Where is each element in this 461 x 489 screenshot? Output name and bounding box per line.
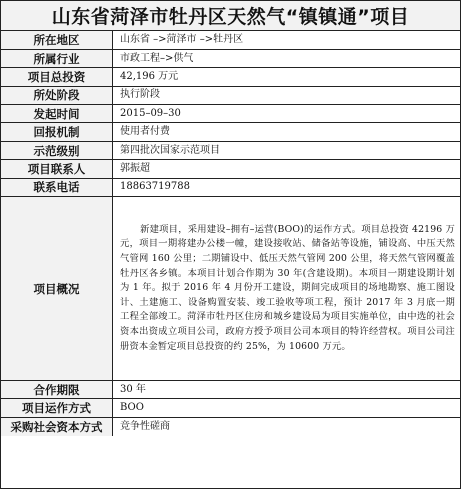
row-value-operation-mode: BOO bbox=[113, 399, 461, 417]
table-row bbox=[1, 141, 460, 159]
table-row bbox=[1, 31, 460, 49]
row-value-return-mechanism: 使用者付费 bbox=[113, 123, 461, 141]
row-value-overview: 新建项目，采用建设–拥有–运营(BOO)的运作方式。项目总投资 42196 万元，项目一期将建办公楼一幢，建设接收站、储备站等设施，铺设高、中压天然气管网 160 公里；二期铺设中、低压天然气管网 200 公里，将天然气管网覆盖牡丹区各乡镇。本项目计划合作期为 30 年(含建设期)。本项目一期建设期计划为 1 年。拟于 2016 年 4 月份开工建设，期间完成项目的场地勘察、施工图设计、土建施工、设备购置安装、竣工验收等项工程，预计 2017 年 3 月底一期工程全部竣工。菏泽市牡丹区住房和城乡建设局为项目实施单位，由中选的社会资本出资成立项目公司，政府方授予项目公司本项目的特许经营权。项目公司注册资本金暂定项目总投资的约 25%，为 10600 万元。 bbox=[120, 223, 455, 352]
info-table bbox=[1, 31, 460, 436]
table-row bbox=[1, 68, 460, 86]
row-value-overview-cell bbox=[113, 197, 461, 381]
row-value-total-investment: 42,196 万元 bbox=[113, 68, 461, 86]
table-row bbox=[1, 399, 460, 417]
row-label-term: 合作期限 bbox=[1, 381, 113, 399]
row-value-phone: 18863719788 bbox=[113, 178, 461, 196]
row-label-phone: 联系电话 bbox=[1, 178, 113, 196]
table-row bbox=[1, 105, 460, 123]
row-label-contact: 项目联系人 bbox=[1, 160, 113, 178]
row-value-region: 山东省 –>菏泽市 –>牡丹区 bbox=[120, 33, 244, 45]
table-row bbox=[1, 381, 460, 399]
row-label-total-investment: 项目总投资 bbox=[1, 68, 113, 86]
table-row bbox=[1, 197, 460, 381]
table-row bbox=[1, 123, 460, 141]
table-row bbox=[1, 86, 460, 104]
row-label-procurement: 采购社会资本方式 bbox=[1, 417, 113, 435]
table-row bbox=[1, 417, 460, 435]
row-value-demo-level: 第四批次国家示范项目 bbox=[113, 141, 461, 159]
table-row bbox=[1, 178, 460, 196]
row-label-demo-level: 示范级别 bbox=[1, 141, 113, 159]
row-label-operation-mode: 项目运作方式 bbox=[1, 399, 113, 417]
row-label-overview: 项目概况 bbox=[1, 197, 113, 381]
row-value-contact: 郭振超 bbox=[113, 160, 461, 178]
row-value-industry: 市政工程–>供气 bbox=[113, 49, 461, 67]
row-value-start-date: 2015–09–30 bbox=[113, 105, 461, 123]
table-row bbox=[1, 160, 460, 178]
row-label-start-date: 发起时间 bbox=[1, 105, 113, 123]
row-value-term: 30 年 bbox=[113, 381, 461, 399]
row-value-procurement: 竞争性磋商 bbox=[113, 417, 461, 435]
row-label-stage: 所处阶段 bbox=[1, 86, 113, 104]
table-row bbox=[1, 49, 460, 67]
row-label-return-mechanism: 回报机制 bbox=[1, 123, 113, 141]
page-title: 山东省菏泽市牡丹区天然气“镇镇通”项目 bbox=[1, 1, 460, 31]
row-label-industry: 所属行业 bbox=[1, 49, 113, 67]
row-label-region: 所在地区 bbox=[1, 31, 113, 49]
row-value-stage: 执行阶段 bbox=[113, 86, 461, 104]
